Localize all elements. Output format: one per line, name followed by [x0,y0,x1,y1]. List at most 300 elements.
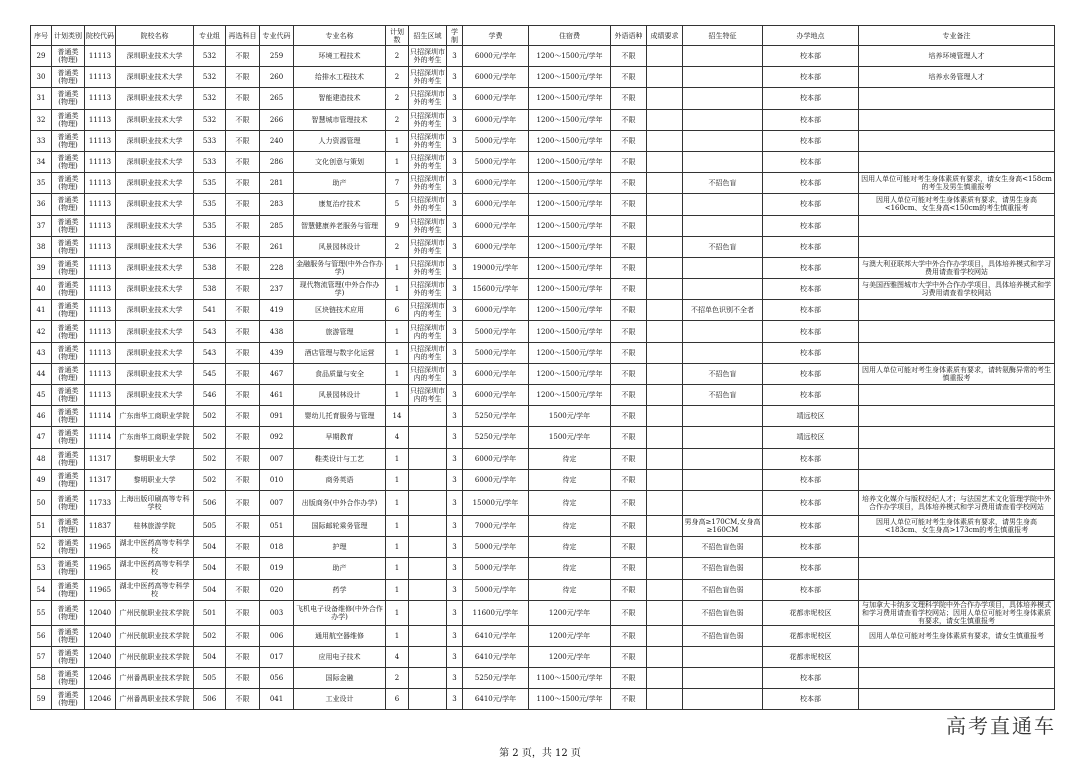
cell-tuition: 5000元/学年 [463,321,529,342]
cell-group: 506 [194,689,226,710]
cell-tuition: 6000元/学年 [463,88,529,109]
cell-group: 502 [194,448,226,469]
cell-tuition: 5000元/学年 [463,558,529,579]
cell-seq: 39 [31,257,52,278]
cell-school-name: 黎明职业大学 [116,469,194,490]
cell-remarks: 与加拿大卡纳多文理科学院中外合作办学项目，具体培养模式和学习费用请查看学校网站；因用人单位可能对考生身体素质有要求，请女生慎重报考 [859,600,1055,625]
cell-school-name: 深圳职业技术大学 [116,215,194,236]
cell-major-name: 婴幼儿托育服务与管理 [294,406,386,427]
cell-plan-count: 7 [386,173,409,194]
cell-school-code: 12040 [85,600,116,625]
cell-major-name: 现代物流管理(中外合作办学) [294,279,386,300]
cell-plan-count: 1 [386,321,409,342]
cell-seq: 56 [31,625,52,646]
cell-subjects: 不限 [226,257,260,278]
cell-subjects: 不限 [226,406,260,427]
cell-region [409,625,447,646]
cell-features: 不招色盲 [683,236,763,257]
cell-tuition: 6410元/学年 [463,689,529,710]
cell-region [409,600,447,625]
cell-features [683,342,763,363]
cell-plan-count: 1 [386,600,409,625]
table-row [31,215,1055,236]
cell-duration: 3 [447,67,463,88]
cell-features [683,130,763,151]
cell-group: 535 [194,173,226,194]
cell-region [409,515,447,536]
cell-major-code: 041 [260,689,294,710]
cell-major-name: 国际邮轮乘务管理 [294,515,386,536]
cell-school-code: 11113 [85,257,116,278]
cell-score-req [647,625,683,646]
cell-features: 不招单色识别不全者 [683,300,763,321]
cell-remarks [859,321,1055,342]
cell-region: 只招深圳市外的考生 [409,236,447,257]
cell-campus: 校本部 [763,558,859,579]
table-row [31,300,1055,321]
cell-group: 536 [194,236,226,257]
cell-language: 不限 [611,385,647,406]
cell-duration: 3 [447,215,463,236]
cell-subjects: 不限 [226,109,260,130]
cell-features: 不招色盲 [683,363,763,384]
cell-language: 不限 [611,363,647,384]
cell-lodging: 1200～1500元/学年 [529,321,611,342]
cell-group: 506 [194,490,226,515]
cell-lodging: 1100～1500元/学年 [529,689,611,710]
table-row [31,668,1055,689]
cell-school-name: 上海出版印刷高等专科学校 [116,490,194,515]
header-features: 招生特征 [683,26,763,46]
table-row [31,130,1055,151]
cell-score-req [647,194,683,215]
cell-score-req [647,668,683,689]
cell-lodging: 待定 [529,515,611,536]
table-row [31,385,1055,406]
cell-lodging: 待定 [529,448,611,469]
cell-tuition: 15600元/学年 [463,279,529,300]
cell-campus: 花都赤坭校区 [763,646,859,667]
table-row [31,236,1055,257]
cell-features: 不招色盲色弱 [683,558,763,579]
cell-language: 不限 [611,600,647,625]
cell-region: 只招深圳市外的考生 [409,215,447,236]
cell-subjects: 不限 [226,515,260,536]
cell-subjects: 不限 [226,194,260,215]
cell-region [409,558,447,579]
cell-lodging: 1500元/学年 [529,427,611,448]
header-tuition: 学费 [463,26,529,46]
cell-category: 普通类(物理) [52,236,85,257]
cell-features [683,321,763,342]
cell-subjects: 不限 [226,668,260,689]
cell-features [683,151,763,172]
cell-score-req [647,67,683,88]
cell-seq: 45 [31,385,52,406]
cell-campus: 校本部 [763,342,859,363]
cell-score-req [647,558,683,579]
cell-region: 只招深圳市外的考生 [409,46,447,67]
cell-seq: 57 [31,646,52,667]
cell-duration: 3 [447,321,463,342]
cell-features: 男身高≥170CM,女身高≥160CM [683,515,763,536]
table-row [31,363,1055,384]
cell-campus: 校本部 [763,363,859,384]
cell-seq: 50 [31,490,52,515]
page-footer: 第 2 页，共 12 页 [499,748,581,759]
cell-tuition: 5000元/学年 [463,579,529,600]
cell-region [409,646,447,667]
cell-region: 只招深圳市外的考生 [409,194,447,215]
cell-seq: 35 [31,173,52,194]
cell-category: 普通类(物理) [52,257,85,278]
cell-tuition: 6000元/学年 [463,173,529,194]
cell-school-code: 11113 [85,109,116,130]
cell-campus: 花都赤坭校区 [763,600,859,625]
cell-remarks: 与美国西雅图城市大学中外合作办学项目，具体培养模式和学习费用请查看学校网站 [859,279,1055,300]
table-row [31,427,1055,448]
cell-seq: 43 [31,342,52,363]
cell-school-code: 11113 [85,215,116,236]
cell-plan-count: 1 [386,625,409,646]
cell-language: 不限 [611,490,647,515]
cell-seq: 53 [31,558,52,579]
cell-group: 533 [194,130,226,151]
cell-features [683,109,763,130]
cell-plan-count: 1 [386,257,409,278]
cell-major-name: 飞机电子设备维修(中外合作办学) [294,600,386,625]
cell-duration: 3 [447,173,463,194]
cell-campus: 花都赤坭校区 [763,625,859,646]
header-row [31,26,1055,46]
table-row [31,88,1055,109]
cell-remarks [859,537,1055,558]
cell-campus: 靖远校区 [763,427,859,448]
cell-language: 不限 [611,46,647,67]
cell-plan-count: 1 [386,515,409,536]
cell-features: 不招色盲色弱 [683,600,763,625]
cell-tuition: 5250元/学年 [463,406,529,427]
cell-language: 不限 [611,300,647,321]
cell-major-code: 006 [260,625,294,646]
cell-group: 501 [194,600,226,625]
cell-subjects: 不限 [226,173,260,194]
cell-lodging: 待定 [529,537,611,558]
header-remarks: 专业备注 [859,26,1055,46]
cell-tuition: 6000元/学年 [463,194,529,215]
cell-campus: 校本部 [763,215,859,236]
cell-major-code: 265 [260,88,294,109]
cell-category: 普通类(物理) [52,537,85,558]
cell-lodging: 1200～1500元/学年 [529,67,611,88]
cell-seq: 46 [31,406,52,427]
cell-major-code: 281 [260,173,294,194]
cell-category: 普通类(物理) [52,46,85,67]
cell-tuition: 6000元/学年 [463,67,529,88]
cell-seq: 44 [31,363,52,384]
cell-score-req [647,385,683,406]
cell-school-name: 深圳职业技术大学 [116,279,194,300]
cell-major-code: 007 [260,448,294,469]
cell-major-name: 智慧城市管理技术 [294,109,386,130]
cell-score-req [647,173,683,194]
cell-language: 不限 [611,646,647,667]
cell-school-code: 12046 [85,668,116,689]
cell-major-code: 228 [260,257,294,278]
cell-plan-count: 1 [386,151,409,172]
cell-duration: 3 [447,537,463,558]
cell-duration: 3 [447,279,463,300]
cell-major-code: 259 [260,46,294,67]
cell-score-req [647,215,683,236]
table-row [31,600,1055,625]
cell-major-name: 风景园林设计 [294,385,386,406]
cell-campus: 校本部 [763,469,859,490]
cell-major-name: 早期教育 [294,427,386,448]
cell-seq: 30 [31,67,52,88]
header-lodging: 住宿费 [529,26,611,46]
cell-subjects: 不限 [226,342,260,363]
cell-school-name: 深圳职业技术大学 [116,109,194,130]
cell-major-name: 出版商务(中外合作办学) [294,490,386,515]
cell-major-code: 261 [260,236,294,257]
cell-group: 538 [194,257,226,278]
cell-school-name: 深圳职业技术大学 [116,130,194,151]
cell-major-code: 438 [260,321,294,342]
cell-group: 535 [194,194,226,215]
table-row [31,515,1055,536]
cell-tuition: 5000元/学年 [463,342,529,363]
cell-campus: 校本部 [763,515,859,536]
table-row [31,490,1055,515]
cell-major-code: 020 [260,579,294,600]
cell-group: 504 [194,537,226,558]
cell-plan-count: 2 [386,46,409,67]
cell-category: 普通类(物理) [52,406,85,427]
cell-school-name: 深圳职业技术大学 [116,46,194,67]
cell-tuition: 6000元/学年 [463,46,529,67]
cell-campus: 校本部 [763,257,859,278]
header-language: 外语语种 [611,26,647,46]
cell-major-code: 056 [260,668,294,689]
cell-tuition: 5250元/学年 [463,427,529,448]
cell-seq: 48 [31,448,52,469]
cell-seq: 37 [31,215,52,236]
cell-region: 只招深圳市内的考生 [409,342,447,363]
cell-subjects: 不限 [226,279,260,300]
cell-school-name: 深圳职业技术大学 [116,236,194,257]
cell-category: 普通类(物理) [52,448,85,469]
cell-subjects: 不限 [226,689,260,710]
cell-major-code: 419 [260,300,294,321]
cell-lodging: 待定 [529,469,611,490]
cell-duration: 3 [447,448,463,469]
cell-subjects: 不限 [226,363,260,384]
cell-score-req [647,448,683,469]
table-row [31,109,1055,130]
cell-plan-count: 1 [386,469,409,490]
cell-campus: 校本部 [763,173,859,194]
cell-language: 不限 [611,406,647,427]
cell-category: 普通类(物理) [52,130,85,151]
cell-group: 543 [194,342,226,363]
cell-duration: 3 [447,363,463,384]
cell-major-name: 商务英语 [294,469,386,490]
cell-group: 502 [194,469,226,490]
cell-score-req [647,406,683,427]
cell-features: 不招色盲 [683,385,763,406]
cell-group: 502 [194,625,226,646]
cell-tuition: 6000元/学年 [463,363,529,384]
cell-region [409,448,447,469]
cell-remarks: 与澳大利亚联邦大学中外合作办学项目，具体培养模式和学习费用请查看学校网站 [859,257,1055,278]
header-major-code: 专业代码 [260,26,294,46]
cell-school-name: 广东南华工商职业学院 [116,427,194,448]
cell-remarks [859,579,1055,600]
cell-duration: 3 [447,490,463,515]
cell-school-code: 12040 [85,646,116,667]
cell-features: 不招色盲色弱 [683,579,763,600]
cell-major-name: 给排水工程技术 [294,67,386,88]
cell-score-req [647,109,683,130]
cell-tuition: 6410元/学年 [463,646,529,667]
cell-school-code: 11733 [85,490,116,515]
cell-plan-count: 1 [386,130,409,151]
cell-score-req [647,300,683,321]
cell-campus: 校本部 [763,321,859,342]
cell-language: 不限 [611,537,647,558]
cell-score-req [647,342,683,363]
cell-school-name: 深圳职业技术大学 [116,88,194,109]
cell-major-code: 019 [260,558,294,579]
cell-school-code: 11113 [85,130,116,151]
header-school-name: 院校名称 [116,26,194,46]
cell-subjects: 不限 [226,427,260,448]
cell-major-code: 286 [260,151,294,172]
cell-lodging: 1200～1500元/学年 [529,194,611,215]
cell-duration: 3 [447,469,463,490]
cell-tuition: 19000元/学年 [463,257,529,278]
cell-tuition: 6000元/学年 [463,448,529,469]
cell-campus: 校本部 [763,194,859,215]
cell-remarks: 因用人单位可能对考生身体素质有要求，请转氨酶异常的考生慎重报考 [859,363,1055,384]
cell-category: 普通类(物理) [52,668,85,689]
header-seq: 序号 [31,26,52,46]
cell-category: 普通类(物理) [52,689,85,710]
cell-major-code: 003 [260,600,294,625]
cell-plan-count: 9 [386,215,409,236]
cell-region: 只招深圳市外的考生 [409,257,447,278]
cell-plan-count: 4 [386,646,409,667]
cell-category: 普通类(物理) [52,363,85,384]
cell-category: 普通类(物理) [52,342,85,363]
cell-lodging: 待定 [529,558,611,579]
cell-duration: 3 [447,579,463,600]
cell-tuition: 11600元/学年 [463,600,529,625]
cell-major-name: 风景园林设计 [294,236,386,257]
cell-major-code: 461 [260,385,294,406]
cell-score-req [647,579,683,600]
table-row [31,151,1055,172]
cell-subjects: 不限 [226,67,260,88]
cell-tuition: 5000元/学年 [463,151,529,172]
cell-score-req [647,363,683,384]
table-body [31,46,1055,710]
cell-major-name: 环境工程技术 [294,46,386,67]
cell-campus: 校本部 [763,579,859,600]
cell-region: 只招深圳市外的考生 [409,173,447,194]
cell-major-code: 007 [260,490,294,515]
cell-language: 不限 [611,342,647,363]
cell-subjects: 不限 [226,579,260,600]
cell-school-code: 11113 [85,300,116,321]
cell-remarks [859,689,1055,710]
cell-campus: 校本部 [763,88,859,109]
cell-features [683,88,763,109]
cell-remarks: 因用人单位可能对考生身体素质有要求，请女生慎重报考 [859,625,1055,646]
cell-features [683,646,763,667]
cell-school-name: 湖北中医药高等专科学校 [116,558,194,579]
admission-plan-table [30,25,1055,710]
cell-region: 只招深圳市外的考生 [409,88,447,109]
cell-seq: 41 [31,300,52,321]
cell-major-name: 工业设计 [294,689,386,710]
cell-school-name: 广州番禺职业技术学院 [116,668,194,689]
cell-school-name: 深圳职业技术大学 [116,173,194,194]
cell-school-name: 湖北中医药高等专科学校 [116,579,194,600]
cell-group: 502 [194,406,226,427]
cell-subjects: 不限 [226,236,260,257]
cell-major-name: 酒店管理与数字化运营 [294,342,386,363]
cell-remarks [859,215,1055,236]
cell-campus: 校本部 [763,46,859,67]
cell-major-name: 护理 [294,537,386,558]
cell-plan-count: 1 [386,537,409,558]
cell-score-req [647,689,683,710]
table-header [31,26,1055,46]
watermark-text: 高考直通车 [946,714,1056,738]
cell-features [683,257,763,278]
cell-major-name: 通用航空器维修 [294,625,386,646]
cell-language: 不限 [611,427,647,448]
table-row [31,689,1055,710]
cell-school-code: 11113 [85,342,116,363]
cell-subjects: 不限 [226,448,260,469]
table-row [31,558,1055,579]
cell-language: 不限 [611,236,647,257]
cell-major-name: 应用电子技术 [294,646,386,667]
cell-school-code: 11965 [85,558,116,579]
cell-category: 普通类(物理) [52,558,85,579]
cell-tuition: 5250元/学年 [463,668,529,689]
cell-group: 538 [194,279,226,300]
cell-group: 504 [194,646,226,667]
cell-campus: 校本部 [763,537,859,558]
cell-seq: 29 [31,46,52,67]
cell-duration: 3 [447,668,463,689]
header-category: 计划类别 [52,26,85,46]
cell-subjects: 不限 [226,215,260,236]
table-row [31,448,1055,469]
cell-major-name: 区块链技术应用 [294,300,386,321]
cell-remarks: 因用人单位可能对考生身体素质有要求，请男生身高<160cm、女生身高<150cm的考生慎重报考 [859,194,1055,215]
cell-school-code: 11113 [85,236,116,257]
cell-major-name: 药学 [294,579,386,600]
cell-duration: 3 [447,558,463,579]
cell-school-name: 深圳职业技术大学 [116,151,194,172]
cell-subjects: 不限 [226,646,260,667]
cell-score-req [647,321,683,342]
